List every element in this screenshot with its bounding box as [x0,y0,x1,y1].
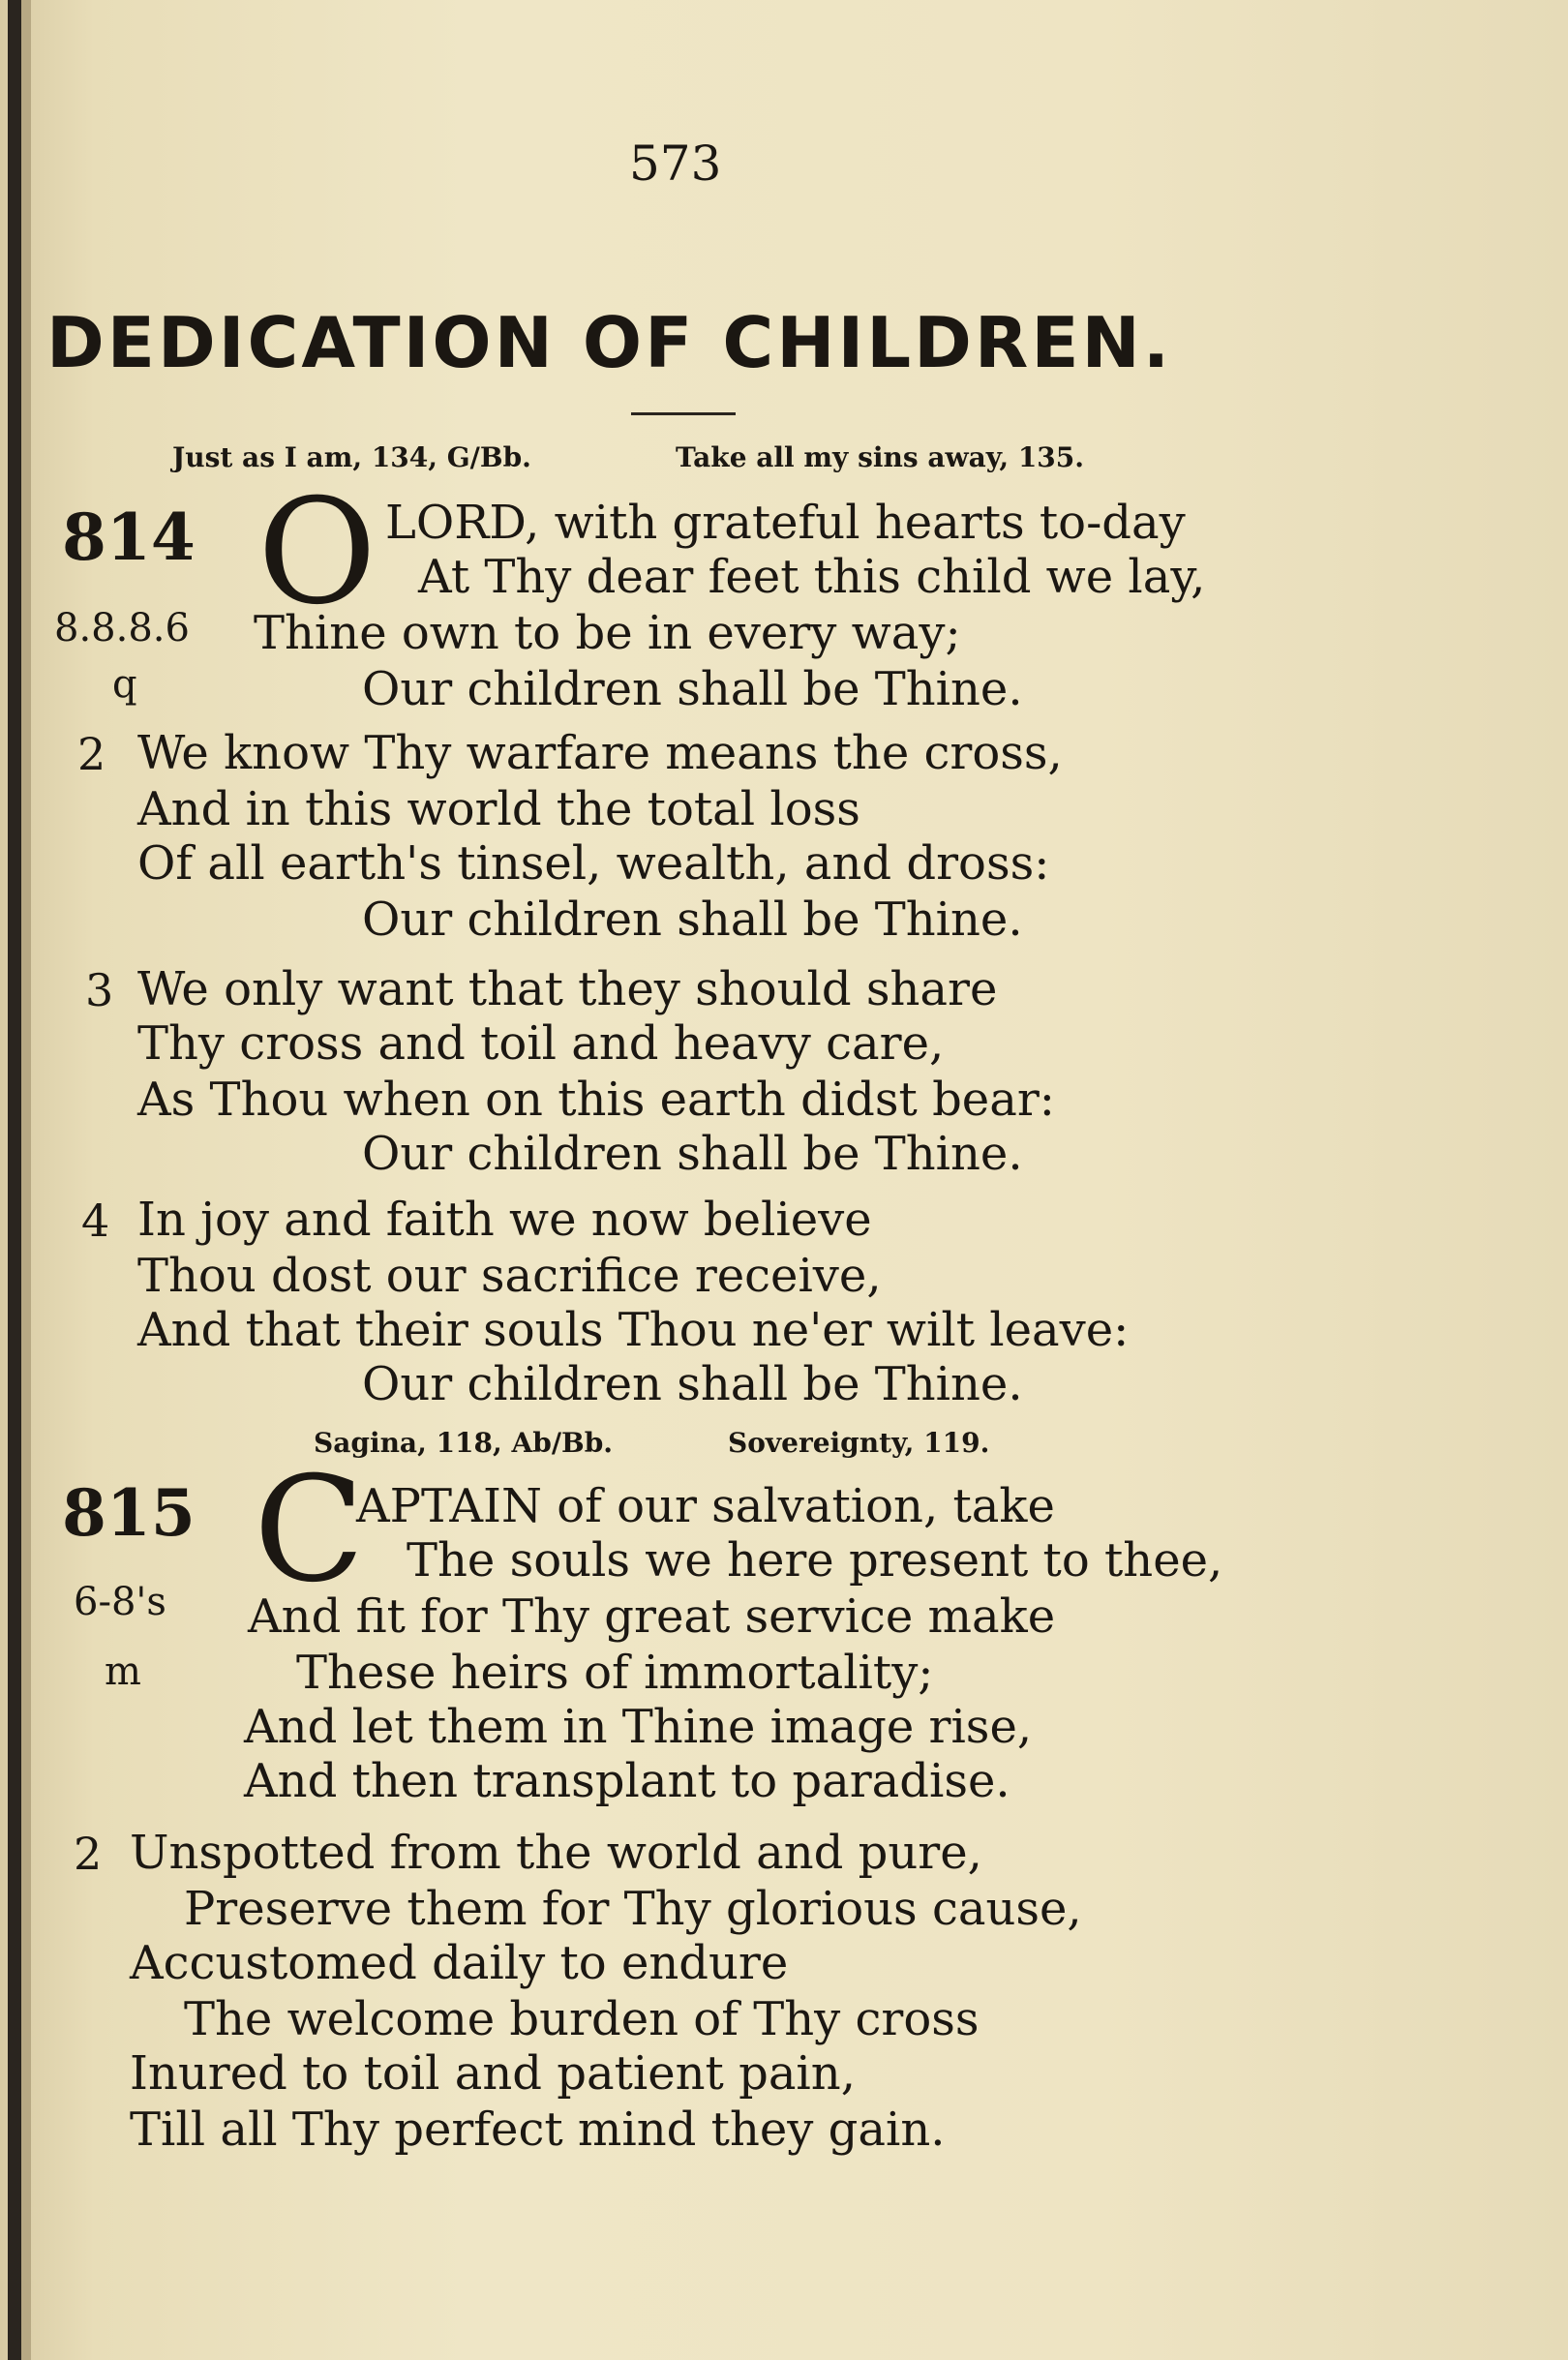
hymn-number: 815 [62,1475,196,1551]
hymn-key: m [105,1649,141,1694]
hymn-line: And fit for Thy great service make [248,1589,1056,1644]
hymn-line: As Thou when on this earth didst bear: [137,1073,1055,1127]
tune-reference: Just as I am, 134, G/Bb. [172,441,531,473]
hymn-line: We only want that they should share [137,962,998,1016]
book-gutter [21,0,31,2360]
tune-reference: Sovereignty, 119. [728,1427,990,1459]
tune-reference: Sagina, 118, Ab/Bb. [314,1427,614,1459]
hymn-line: Till all Thy perfect mind they gain. [130,2103,946,2157]
hymn-line: And in this world the total loss [137,782,860,836]
hymn-line: Preserve them for Thy glorious cause, [184,1882,1082,1936]
page-number: 573 [629,136,722,192]
hymn-line: The welcome burden of Thy cross [184,1992,980,2046]
hymn-refrain: Our children shall be Thine. [362,893,1023,947]
hymn-line: Accustomed daily to endure [130,1936,789,1990]
hymn-line: Inured to toil and patient pain, [130,2046,856,2101]
verse-number: 2 [77,728,106,780]
title-divider [631,412,736,415]
section-title: DEDICATION OF CHILDREN. [46,302,1173,383]
hymn-line: LORD, with grateful hearts to-day [385,496,1186,550]
hymn-line: These heirs of immortality; [296,1646,934,1700]
hymn-meter: 8.8.8.6 [54,606,190,651]
hymn-line: At Thy dear feet this child we lay, [418,550,1206,604]
verse-number: 2 [74,1828,103,1880]
hymn-meter: 6-8's [74,1580,166,1624]
verse-number: 3 [85,964,114,1016]
hymn-line: And that their souls Thou ne'er wilt leave: [137,1303,1130,1357]
hymn-key: q [112,662,137,707]
hymn-line: And let them in Thine image rise, [244,1700,1033,1754]
hymn-line: And then transplant to paradise. [244,1754,1010,1808]
hymn-line: Unspotted from the world and pure, [130,1826,982,1880]
hymn-line: Thou dost our sacrifice receive, [137,1249,882,1303]
drop-cap: C [254,1446,365,1615]
hymn-line: Thine own to be in every way; [254,606,961,660]
book-spine-shadow [8,0,21,2360]
hymn-line: Of all earth's tinsel, wealth, and dross: [137,836,1050,891]
tune-reference: Take all my sins away, 135. [676,441,1085,473]
hymn-line: The souls we here present to thee, [407,1533,1223,1588]
hymn-refrain: Our children shall be Thine. [362,1127,1023,1181]
hymn-line: In joy and faith we now believe [137,1193,872,1247]
hymn-refrain: Our children shall be Thine. [362,662,1023,716]
hymn-number: 814 [62,499,196,575]
verse-number: 4 [81,1195,110,1247]
hymn-line: We know Thy warfare means the cross, [137,726,1063,780]
hymn-refrain: Our children shall be Thine. [362,1357,1023,1411]
hymn-line: Thy cross and toil and heavy care, [137,1016,945,1071]
drop-cap: O [257,469,377,637]
hymn-line: APTAIN of our salvation, take [356,1479,1055,1533]
